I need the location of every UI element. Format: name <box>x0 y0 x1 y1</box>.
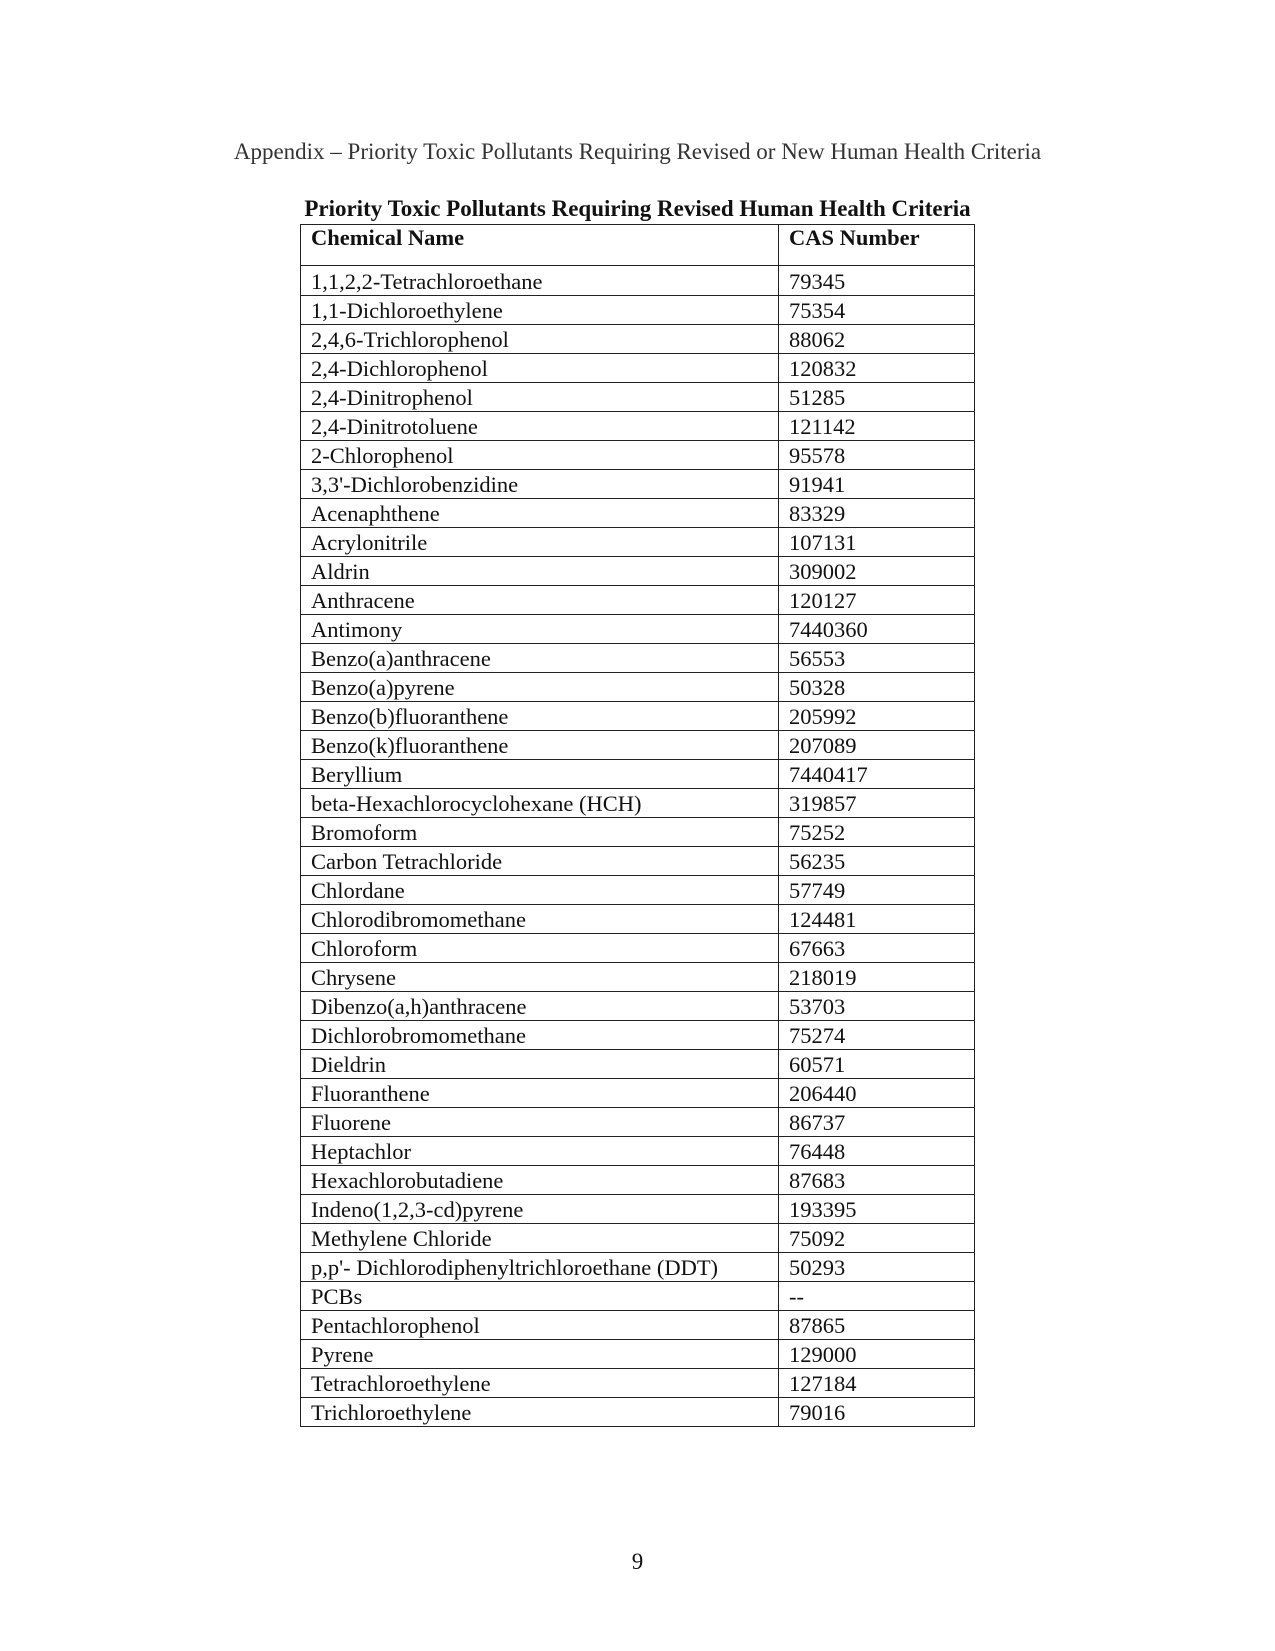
table-row <box>301 1282 975 1311</box>
cas-number-cell: 319857 <box>779 789 975 818</box>
table-row <box>301 818 975 847</box>
cas-number-cell: 87683 <box>779 1166 975 1195</box>
table-row <box>301 441 975 470</box>
chemical-name-cell: Carbon Tetrachloride <box>301 847 779 876</box>
chemical-name-cell: Dieldrin <box>301 1050 779 1079</box>
table-row <box>301 296 975 325</box>
chemical-name-cell: 2,4-Dichlorophenol <box>301 354 779 383</box>
cas-number-cell: 127184 <box>779 1369 975 1398</box>
chemical-name-cell: PCBs <box>301 1282 779 1311</box>
chemical-name-cell: Dichlorobromomethane <box>301 1021 779 1050</box>
cas-number-cell: 205992 <box>779 702 975 731</box>
chemical-name-cell: Methylene Chloride <box>301 1224 779 1253</box>
cas-number-cell: 120127 <box>779 586 975 615</box>
table-row <box>301 1253 975 1282</box>
cas-number-cell: 206440 <box>779 1079 975 1108</box>
chemical-name-cell: Benzo(k)fluoranthene <box>301 731 779 760</box>
cas-number-cell: 124481 <box>779 905 975 934</box>
chemical-name-cell: p,p'- Dichlorodiphenyltrichloroethane (DDT) <box>301 1253 779 1282</box>
table-row <box>301 963 975 992</box>
cas-number-cell: 207089 <box>779 731 975 760</box>
chemical-name-cell: 1,1,2,2-Tetrachloroethane <box>301 266 779 296</box>
table-row <box>301 789 975 818</box>
table-row <box>301 673 975 702</box>
table-row <box>301 499 975 528</box>
table-row <box>301 1079 975 1108</box>
table-row <box>301 1340 975 1369</box>
table-row <box>301 1108 975 1137</box>
cas-number-cell: 83329 <box>779 499 975 528</box>
chemical-name-cell: Chlorodibromomethane <box>301 905 779 934</box>
table-row <box>301 586 975 615</box>
chemical-name-cell: Aldrin <box>301 557 779 586</box>
table-row <box>301 1311 975 1340</box>
cas-number-cell: 50328 <box>779 673 975 702</box>
cas-number-cell: 88062 <box>779 325 975 354</box>
table-row <box>301 1224 975 1253</box>
table-row <box>301 992 975 1021</box>
table-row <box>301 1195 975 1224</box>
cas-number-cell: 57749 <box>779 876 975 905</box>
chemical-name-cell: Heptachlor <box>301 1137 779 1166</box>
table-row <box>301 876 975 905</box>
cas-number-cell: 53703 <box>779 992 975 1021</box>
cas-number-cell: 76448 <box>779 1137 975 1166</box>
table-row <box>301 615 975 644</box>
table-body <box>301 266 975 1427</box>
chemical-name-cell: Hexachlorobutadiene <box>301 1166 779 1195</box>
table-row <box>301 847 975 876</box>
chemical-name-cell: Indeno(1,2,3-cd)pyrene <box>301 1195 779 1224</box>
table-row <box>301 325 975 354</box>
table-row <box>301 528 975 557</box>
cas-number-cell: 7440360 <box>779 615 975 644</box>
chemical-name-cell: Benzo(a)anthracene <box>301 644 779 673</box>
chemical-name-cell: Trichloroethylene <box>301 1398 779 1427</box>
cas-number-cell: 56235 <box>779 847 975 876</box>
cas-number-cell: 107131 <box>779 528 975 557</box>
table-row <box>301 1050 975 1079</box>
cas-number-cell: 56553 <box>779 644 975 673</box>
chemical-name-cell: Chrysene <box>301 963 779 992</box>
chemical-name-cell: Antimony <box>301 615 779 644</box>
cas-number-cell: 120832 <box>779 354 975 383</box>
table-row <box>301 731 975 760</box>
cas-number-cell: 121142 <box>779 412 975 441</box>
table-row <box>301 644 975 673</box>
cas-number-cell: 193395 <box>779 1195 975 1224</box>
table-header-row <box>301 225 975 266</box>
table-row <box>301 934 975 963</box>
table-title: Priority Toxic Pollutants Requiring Revised Human Health Criteria <box>304 196 971 221</box>
table-row <box>301 1166 975 1195</box>
chemical-name-cell: Bromoform <box>301 818 779 847</box>
chemical-name-cell: Chloroform <box>301 934 779 963</box>
chemical-name-cell: Pentachlorophenol <box>301 1311 779 1340</box>
table-row <box>301 412 975 441</box>
table-row <box>301 1137 975 1166</box>
table-row <box>301 557 975 586</box>
chemical-name-cell: Beryllium <box>301 760 779 789</box>
cas-number-cell: 218019 <box>779 963 975 992</box>
cas-number-cell: 60571 <box>779 1050 975 1079</box>
chemical-name-cell: 2,4-Dinitrophenol <box>301 383 779 412</box>
cas-number-cell: 95578 <box>779 441 975 470</box>
chemical-name-cell: 1,1-Dichloroethylene <box>301 296 779 325</box>
cas-number-cell: 86737 <box>779 1108 975 1137</box>
chemical-name-cell: 2-Chlorophenol <box>301 441 779 470</box>
cas-number-cell: 75274 <box>779 1021 975 1050</box>
cas-number-cell: -- <box>779 1282 975 1311</box>
chemical-name-cell: Benzo(b)fluoranthene <box>301 702 779 731</box>
chemical-name-cell: Acrylonitrile <box>301 528 779 557</box>
cas-number-cell: 79345 <box>779 266 975 296</box>
table-row <box>301 266 975 296</box>
table-row <box>301 1369 975 1398</box>
cas-number-cell: 75092 <box>779 1224 975 1253</box>
pollutant-table <box>300 224 975 1427</box>
cas-number-cell: 50293 <box>779 1253 975 1282</box>
chemical-name-cell: 2,4-Dinitrotoluene <box>301 412 779 441</box>
chemical-name-cell: Pyrene <box>301 1340 779 1369</box>
cas-number-cell: 309002 <box>779 557 975 586</box>
cas-number-cell: 51285 <box>779 383 975 412</box>
cas-number-cell: 79016 <box>779 1398 975 1427</box>
cas-number-cell: 67663 <box>779 934 975 963</box>
table-row <box>301 760 975 789</box>
chemical-name-cell: Acenaphthene <box>301 499 779 528</box>
column-header-chemical-name: Chemical Name <box>301 225 779 266</box>
table-row <box>301 470 975 499</box>
page-number: 9 <box>631 1549 644 1574</box>
chemical-name-cell: Fluoranthene <box>301 1079 779 1108</box>
table-row <box>301 1398 975 1427</box>
table-row <box>301 1021 975 1050</box>
table-row <box>301 383 975 412</box>
chemical-name-cell: Dibenzo(a,h)anthracene <box>301 992 779 1021</box>
chemical-name-cell: Chlordane <box>301 876 779 905</box>
cas-number-cell: 91941 <box>779 470 975 499</box>
chemical-name-cell: Tetrachloroethylene <box>301 1369 779 1398</box>
table-row <box>301 905 975 934</box>
table-row <box>301 702 975 731</box>
page-header: Appendix – Priority Toxic Pollutants Requiring Revised or New Human Health Criteria <box>233 139 1042 164</box>
chemical-name-cell: beta-Hexachlorocyclohexane (HCH) <box>301 789 779 818</box>
column-header-cas-number: CAS Number <box>779 225 975 266</box>
table-row <box>301 354 975 383</box>
chemical-name-cell: Benzo(a)pyrene <box>301 673 779 702</box>
chemical-name-cell: Anthracene <box>301 586 779 615</box>
chemical-name-cell: 2,4,6-Trichlorophenol <box>301 325 779 354</box>
cas-number-cell: 7440417 <box>779 760 975 789</box>
chemical-name-cell: Fluorene <box>301 1108 779 1137</box>
cas-number-cell: 75354 <box>779 296 975 325</box>
chemical-name-cell: 3,3'-Dichlorobenzidine <box>301 470 779 499</box>
cas-number-cell: 129000 <box>779 1340 975 1369</box>
cas-number-cell: 75252 <box>779 818 975 847</box>
cas-number-cell: 87865 <box>779 1311 975 1340</box>
